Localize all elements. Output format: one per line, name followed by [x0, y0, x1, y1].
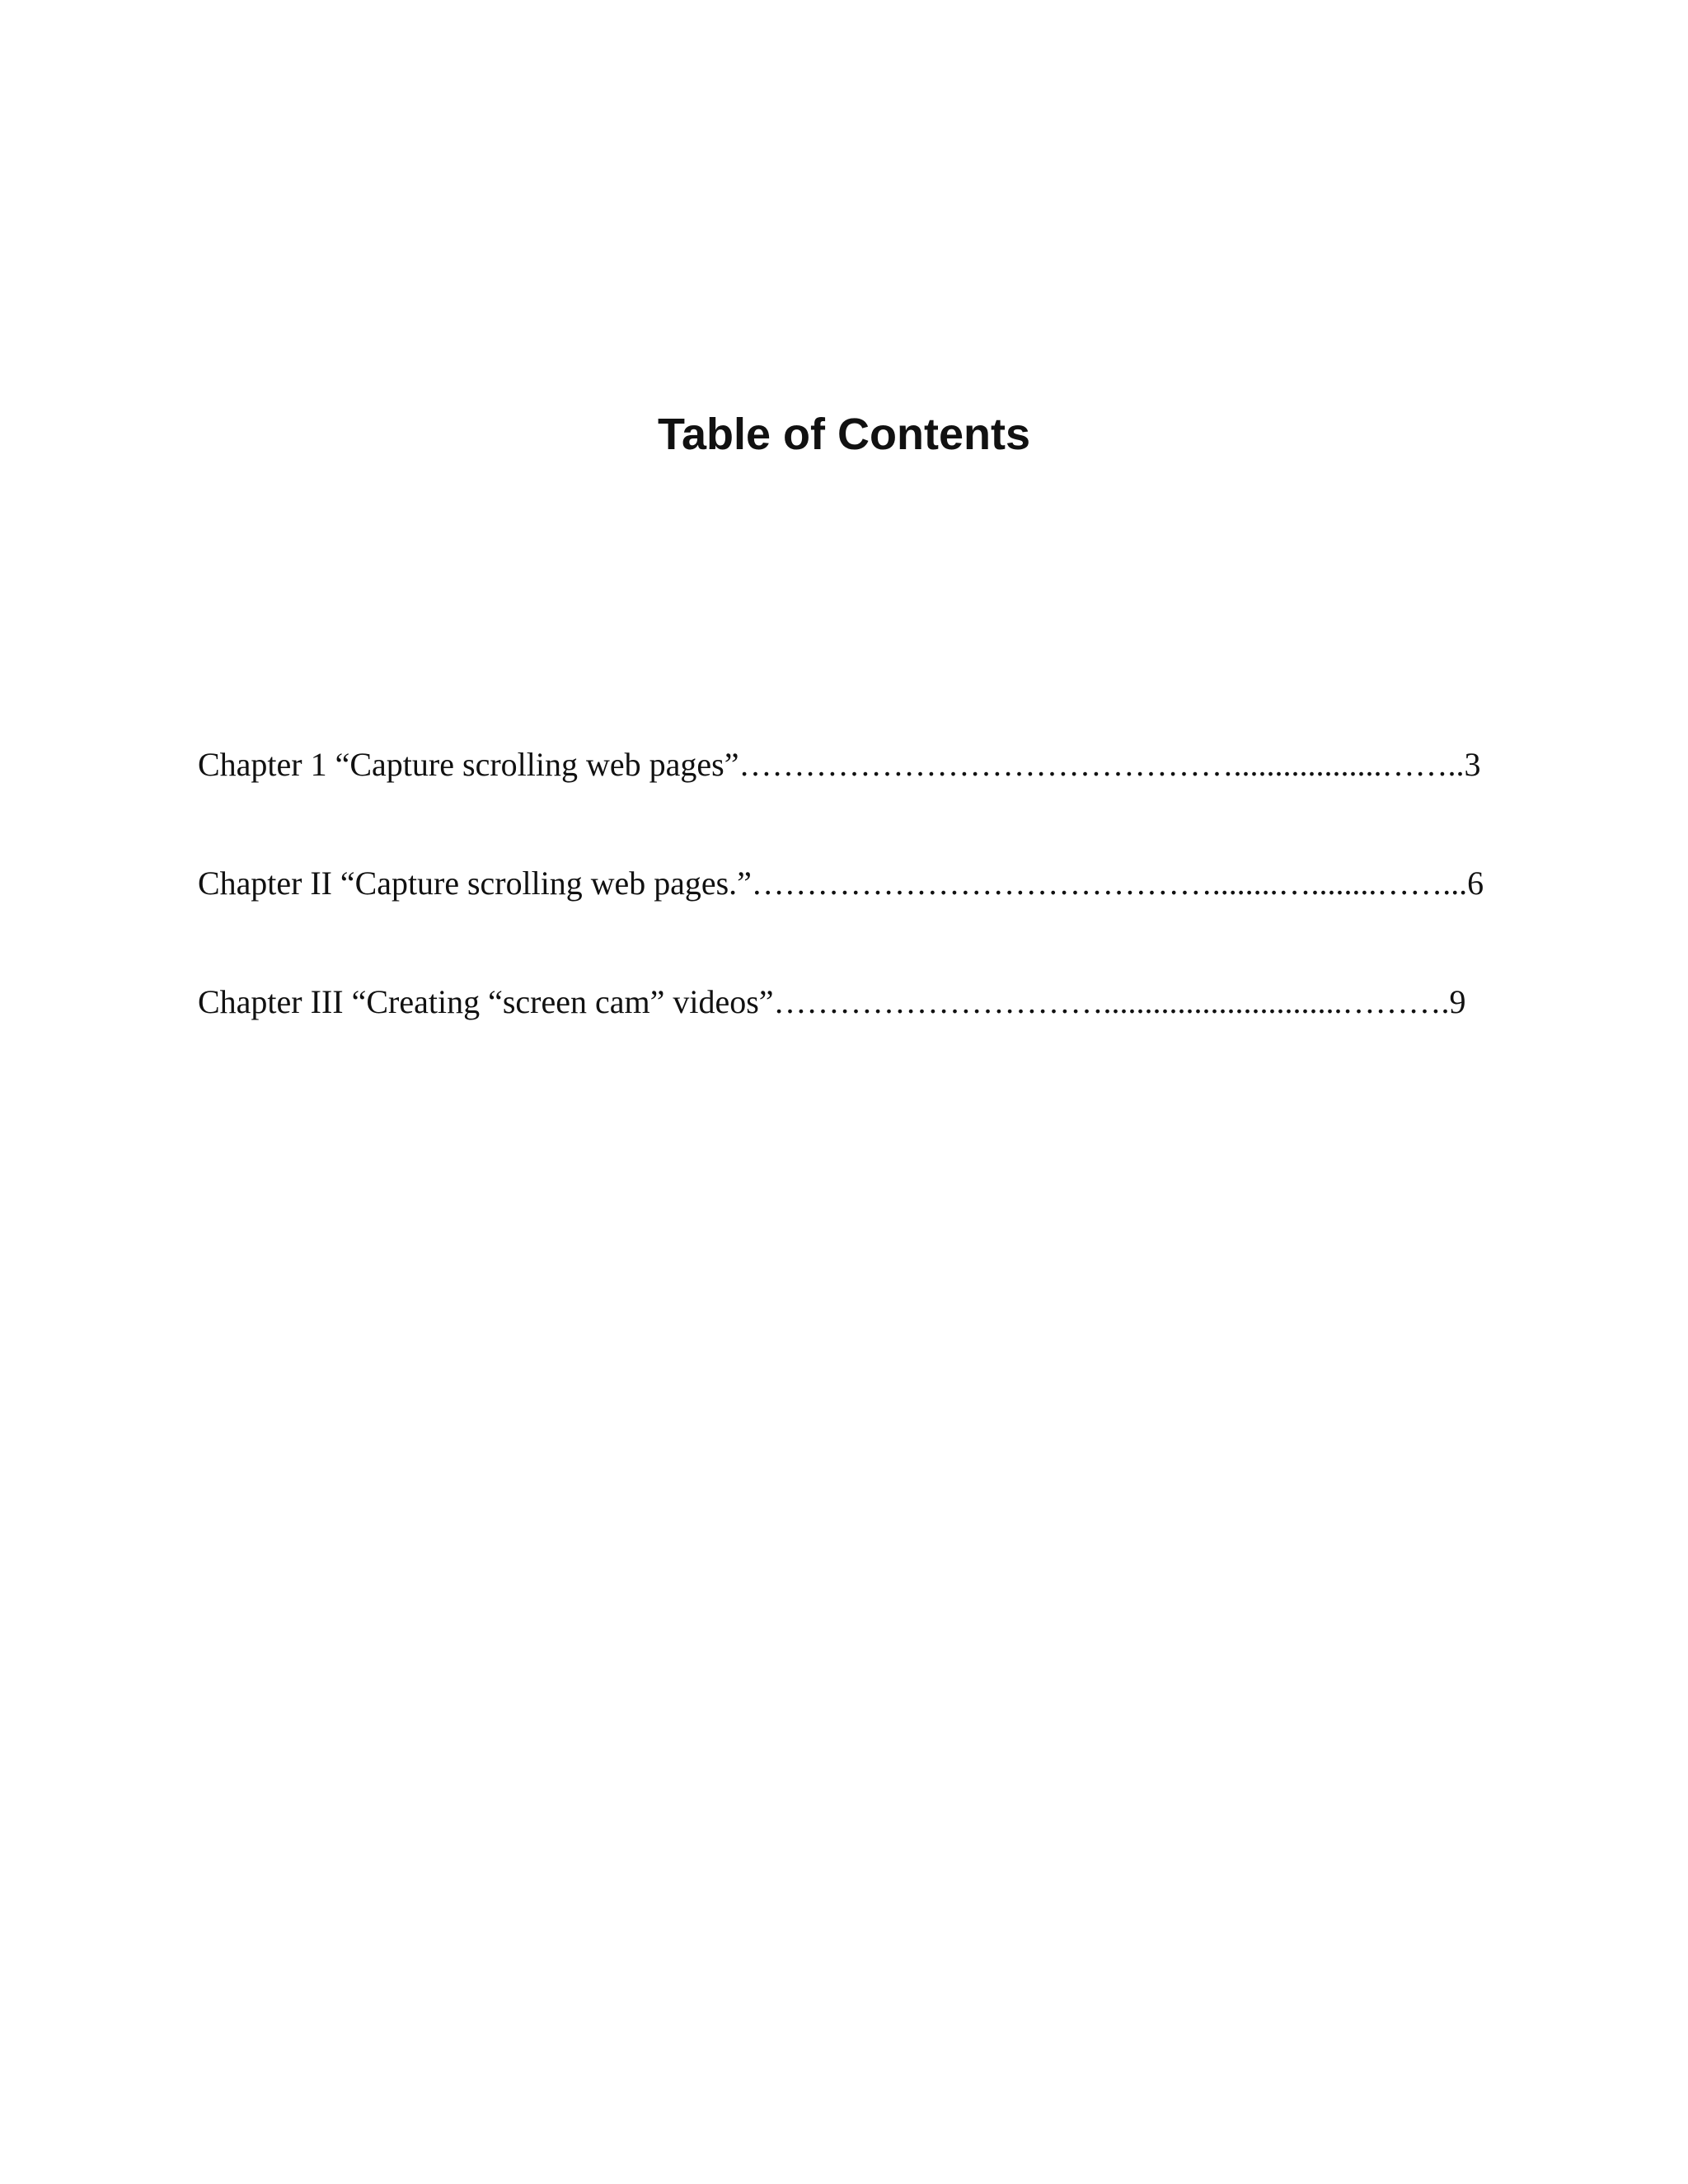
toc-entry-text: Chapter III “Creating “screen cam” videos”………………………….............................……….9 — [198, 983, 1466, 1020]
toc-entry-chapter-2[interactable] — [198, 860, 1484, 979]
page-title: Table of Contents — [658, 410, 1030, 459]
toc-entry-text: Chapter II “Capture scrolling web pages.”……………………………………........…........……...6 — [198, 865, 1484, 902]
toc-entry-chapter-3[interactable] — [198, 979, 1484, 1098]
toc-list — [198, 742, 1484, 1098]
toc-entry-text: Chapter 1 “Capture scrolling web pages”………………………………………..................……..3 — [198, 746, 1481, 783]
toc-entry-chapter-1[interactable] — [198, 742, 1484, 860]
